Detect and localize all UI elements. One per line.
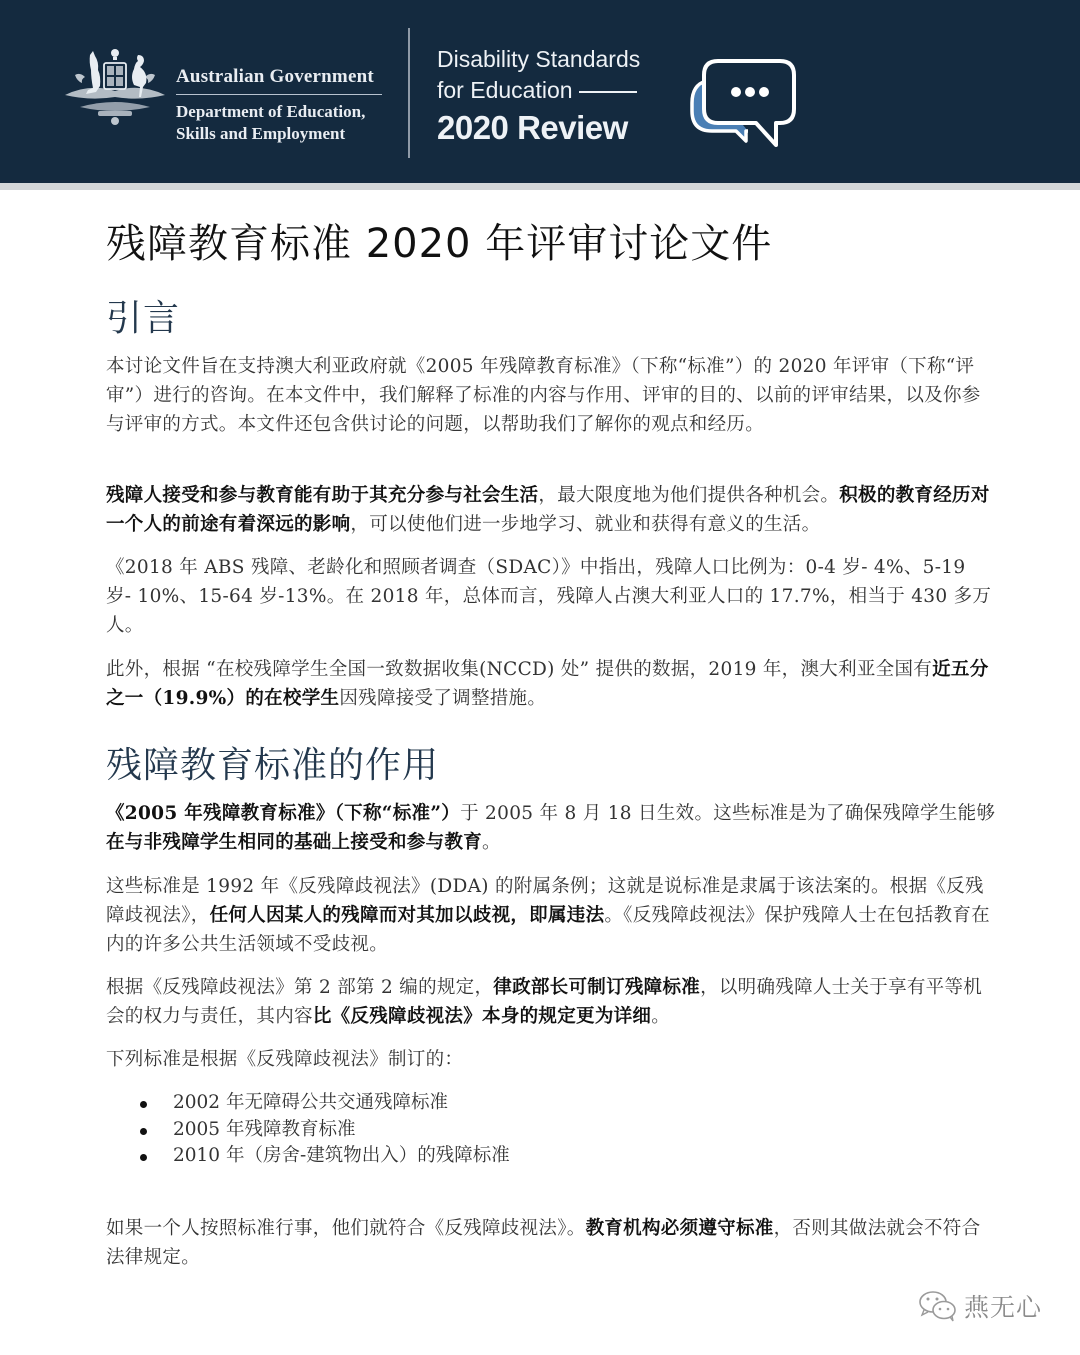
list-item (106, 1143, 510, 1170)
text-run: ，最大限度地为他们提供各种机会。 (538, 485, 840, 506)
bullet-icon (140, 1128, 147, 1135)
intro-paragraph-2 (106, 481, 996, 539)
text-run: 。 (482, 832, 501, 853)
header-divider (408, 28, 410, 158)
text-run: 。《反残障歧视法》保护残障人士在包括教育在内的许多公共生活领域不受歧视。 (106, 905, 990, 955)
section-heading-introduction: 引言 (106, 298, 181, 339)
intro-paragraph-4-nccd (106, 655, 996, 713)
header-stripe (0, 183, 1080, 190)
list-item (106, 1117, 510, 1144)
bold-run: 近五分之一（19.9%）的在校学生 (106, 659, 989, 709)
standards-list (106, 1090, 510, 1170)
government-logo-text (176, 66, 382, 145)
list-item-text: 2005 年残障教育标准 (173, 1118, 356, 1140)
text-run: ，可以使他们进一步地学习、就业和获得有意义的生活。 (350, 514, 821, 535)
list-item-text: 2002 年无障碍公共交通残障标准 (173, 1092, 448, 1113)
text-run: 根据《反残障歧视法》第 2 部第 2 编的规定， (106, 977, 494, 998)
bold-run: 任何人因某人的残障而对其加以歧视，即属违法 (209, 905, 605, 926)
role-paragraph-2-dda (106, 872, 996, 959)
text-run: 这些标准是 1992 年《反残障歧视法》(DDA) 的附属条例；这就是说标准是隶属于该法案的。根据《反残障歧视法》， (106, 876, 984, 926)
document-title: 残障教育标准 2020 年评审讨论文件 (106, 221, 773, 267)
review-line-2-text: for Education (437, 77, 573, 103)
watermark-text: 燕无心 (964, 1293, 1043, 1322)
bold-run: 律政部长可制订残障标准 (493, 977, 701, 998)
document-header-banner (0, 0, 1080, 183)
logo-rule (176, 94, 382, 95)
text-run: 于 2005 年 8 月 18 日生效。这些标准是为了确保残障学生能够 (460, 803, 996, 824)
review-line-2 (437, 75, 640, 106)
bold-run: 在与非残障学生相同的基础上接受和参与教育 (106, 832, 483, 853)
bold-run: 教育机构必须遵守标准 (585, 1218, 774, 1239)
bold-run: 积极的教育经历对一个人的前途有着深远的影响 (106, 485, 990, 535)
role-paragraph-4-list-intro (106, 1045, 996, 1074)
wechat-icon (918, 1289, 958, 1323)
text-run: ，否则其做法就会不符合法律规定。 (106, 1218, 981, 1268)
list-item-text: 2010 年（房舍-建筑物出入）的残障标准 (173, 1145, 510, 1166)
intro-paragraph-3-statistics (106, 553, 996, 640)
text-run: 此外，根据 “在校残障学生全国一致数据收集(NCCD) 处” 提供的数据，2019 年，澳大利亚全国有 (106, 659, 933, 680)
section-heading-role-of-standards: 残障教育标准的作用 (106, 745, 440, 786)
text-run: ，以明确残障人士关于享有平等机会的权力与责任，其内容 (106, 977, 983, 1027)
role-paragraph-1 (106, 799, 996, 857)
department-line-2: Skills and Employment (176, 124, 346, 143)
department-line-1: Department of Education, (176, 102, 366, 121)
intro-paragraph-1 (106, 352, 996, 439)
text-run: 如果一个人按照标准行事，他们就符合《反残障歧视法》。 (106, 1218, 586, 1239)
role-paragraph-3-minister (106, 973, 996, 1031)
bold-run: 残障人接受和参与教育能有助于其充分参与社会生活 (106, 485, 539, 506)
review-dash (579, 91, 637, 93)
coat-of-arms-icon (60, 45, 170, 130)
watermark (918, 1288, 1042, 1324)
list-item (106, 1090, 510, 1117)
text-run: 下列标准是根据《反残障歧视法》制订的： (106, 1049, 464, 1070)
bold-run: 《2005 年残障教育标准》（下称“标准”） (106, 803, 461, 824)
text-run: 《2018 年 ABS 残障、老龄化和照顾者调查（SDAC）》中指出，残障人口比例为：0-4 岁- 4%、5-19 岁- 10%、15-64 岁-13%。在 2018 年，总体而言，残障人占澳大利亚人口的 17.7%，相当于 430 多万人。 (106, 557, 992, 636)
text-run: 本讨论文件旨在支持澳大利亚政府就《2005 年残障教育标准》（下称“标准”）的 2020 年评审（下称“评审”）进行的咨询。在本文件中，我们解释了标准的内容与作用、评审的目的、以前的评审结果，以及你参与评审的方式。本文件还包含供讨论的问题，以帮助我们了解你的观点和经历。 (106, 356, 981, 435)
bullet-icon (140, 1101, 147, 1108)
government-title: Australian Government (176, 66, 374, 87)
review-branding (437, 44, 640, 150)
review-line-1: Disability Standards (437, 46, 641, 72)
bold-run: 比《反残障歧视法》本身的规定更为详细 (312, 1006, 652, 1027)
text-run: 。 (651, 1006, 671, 1027)
text-run: 因残障接受了调整措施。 (339, 688, 547, 709)
bullet-icon (140, 1154, 147, 1161)
chat-bubbles-icon (686, 55, 801, 155)
review-year: 2020 Review (437, 109, 628, 146)
role-paragraph-closing (106, 1214, 996, 1272)
